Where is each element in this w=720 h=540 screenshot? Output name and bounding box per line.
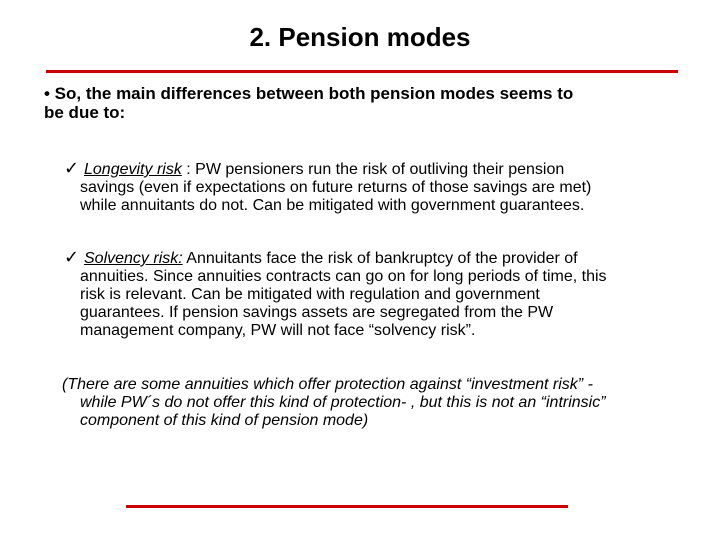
item-term: Solvency risk: [84, 250, 183, 267]
item-text: Annuitants face the risk of bankruptcy of the provider of [182, 250, 578, 267]
item-text: annuities. Since annuities contracts can go on for long periods of time, this [80, 268, 607, 285]
note-line: component of this kind of pension mode) [80, 412, 369, 429]
title-divider [46, 70, 678, 73]
checkmark-icon: ✓ [64, 247, 80, 267]
longevity-risk-item [64, 159, 694, 215]
checkmark-icon: ✓ [64, 158, 80, 178]
slide-title: 2. Pension modes [249, 22, 471, 52]
bottom-divider [126, 505, 568, 508]
solvency-risk-item [64, 248, 694, 340]
item-text: while annuitants do not. Can be mitigated with government guarantees. [80, 197, 585, 214]
intro-paragraph [44, 84, 694, 122]
intro-line: be due to: [44, 103, 126, 122]
item-text: risk is relevant. Can be mitigated with regulation and government [80, 286, 540, 303]
item-text: : PW pensioners run the risk of outliving their pension [181, 161, 565, 178]
intro-line: • So, the main differences between both pension modes seems to [44, 84, 574, 103]
note-line: (There are some annuities which offer protection against “investment risk” - [62, 376, 593, 393]
note-line: while PW´s do not offer this kind of protection- , but this is not an “intrinsic” [80, 394, 606, 411]
item-term: Longevity risk [84, 161, 182, 178]
item-text: guarantees. If pension savings assets are segregated from the PW [80, 304, 554, 321]
item-text: management company, PW will not face “solvency risk”. [80, 322, 476, 339]
annuity-note [62, 376, 698, 430]
item-text: savings (even if expectations on future returns of those savings are met) [80, 179, 592, 196]
